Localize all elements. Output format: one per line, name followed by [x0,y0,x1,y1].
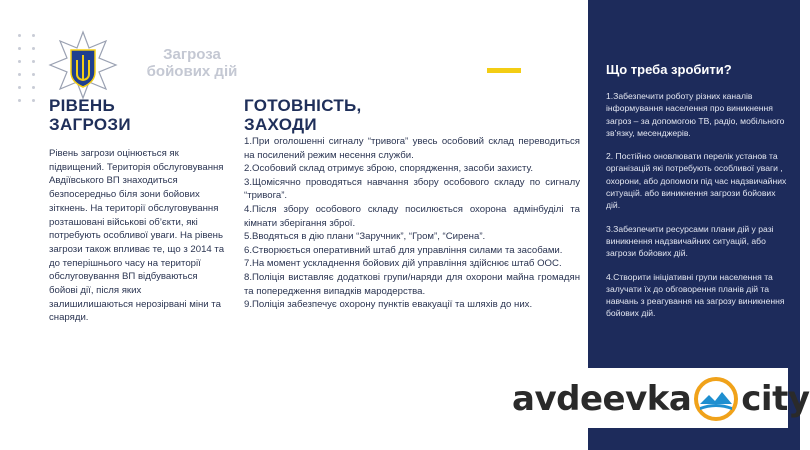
police-emblem-icon [48,30,118,100]
level-heading-line2: ЗАГРОЗИ [49,115,131,134]
level-heading [49,96,131,134]
level-description: Рівень загрози оцінюється як підвищений. Територія обслуговування Авдіївського ВП знаходиться безпосередньо біля зони бойових зіткнень. На території обслуговування розташовані військові об’єкти, які потребують особливої уваги. На рівень загрози також впливає те, що з 2014 та до теперішнього часу на території обслуговування ВП відбуваються бойові дії, після яких залишилишаються нерозірвані міни та снаряди. [49,148,225,324]
decorative-dot [18,73,21,76]
level-heading-line1: РІВЕНЬ [49,96,115,115]
watermark-text-right: city [741,378,810,419]
readiness-item: 6.Створюється оперативний штаб для управління силами та засобами. [244,244,563,256]
readiness-item: 5.Вводяться в дію плани “Заручник”, “Гром”, “Сирена”. [244,231,486,243]
readiness-heading-line1: ГОТОВНІСТЬ, [244,96,362,115]
decorative-dots [18,34,40,108]
action-item: 2. Постійно оновлювати перелік установ та організацій які потребують особливої уваги , охорони, або допомоги під час надзвичайних ситуацій. або виникнення загрози бойових дій. [606,151,787,211]
readiness-heading [244,96,362,134]
city-logo-icon [694,377,738,421]
decorative-dot [32,60,35,63]
accent-bar [487,68,521,73]
readiness-item: 2.Особовий склад отримує зброю, спорядження, засоби захисту. [244,163,533,175]
decorative-dot [32,34,35,37]
readiness-heading-line2: ЗАХОДИ [244,115,317,134]
decorative-dot [18,99,21,102]
readiness-item: 1.При оголошенні сигналу “тривога” увесь особовий склад переводиться на посилений режим несення служби. [244,136,580,161]
readiness-item: 4.Після збору особового складу посилюється охорона адмінбуділі та кімнати зберігання зброї. [244,203,580,229]
decorative-dot [18,60,21,63]
readiness-item: 7.На момент ускладнення бойових дій управління здійснює штаб ООС. [244,258,562,270]
decorative-dot [18,34,21,37]
action-item: 1.Забезпечити роботу різних каналів інформування населення про виникнення загроз – за допомогою ТВ, радіо, мобільного зв’язку, месенджерів. [606,91,785,138]
watermark [512,372,810,424]
decorative-dot [32,73,35,76]
logo-title: Загроза бойових дій [146,46,238,80]
action-item: 3.Забезпечити ресурсами плани дій у разі виникнення надзвичайних ситуацій, або загрози бойових дій. [606,223,774,259]
readiness-item: 3.Щомісячно проводяться навчання збору особового складу по сигналу “тривога”. [244,176,580,202]
decorative-dot [18,47,21,50]
readiness-list [244,135,580,312]
action-panel-title: Що треба зробити? [606,62,732,77]
action-item: 4.Створити ініціативні групи населення та залучати їх до обговорення планів дій та навчань з реагування на загрозу виникнення бойових дій. [606,271,785,319]
decorative-dot [32,86,35,89]
readiness-item: 9.Поліція забезпечує охорону пунктів евакуації та шляхів до них. [244,299,533,311]
action-list [606,90,788,331]
watermark-text-left: avdeevka [512,378,692,419]
decorative-dot [32,47,35,50]
readiness-item: 8.Поліція виставляє додаткові групи/наряди для охорони майна громадян та попередження випадків мародерства. [244,271,580,297]
decorative-dot [18,86,21,89]
decorative-dot [32,99,35,102]
